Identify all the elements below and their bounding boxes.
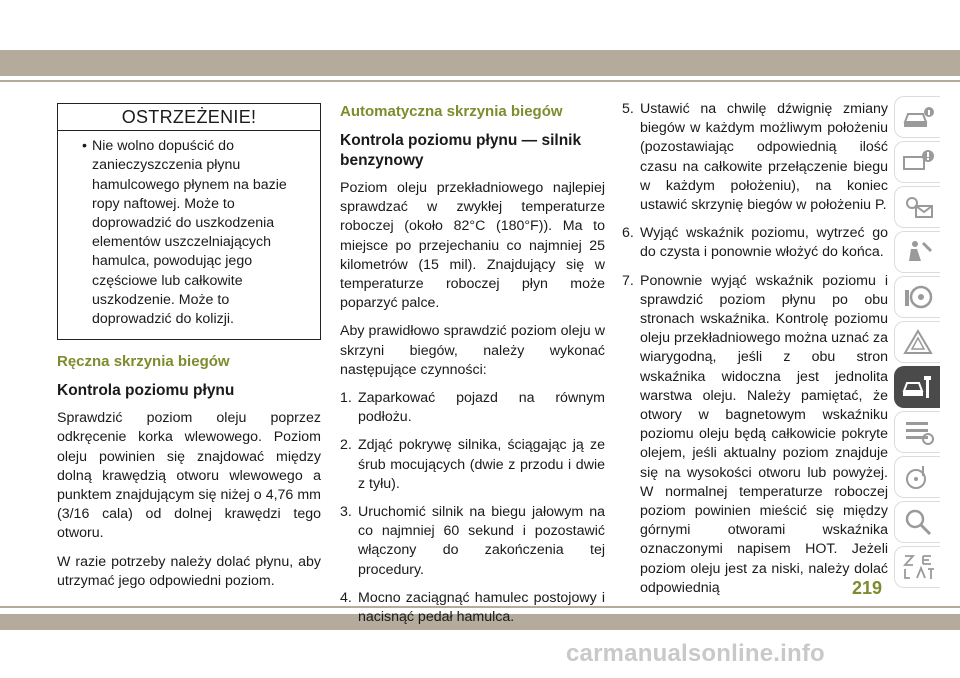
step-text: Zaparkować pojazd na równym podłożu.: [358, 390, 605, 426]
steering-wheel-icon: [901, 282, 935, 312]
tab-servicing-maintenance[interactable]: [894, 366, 940, 408]
step-1: [340, 389, 605, 427]
step-number: 1.: [340, 390, 352, 407]
step-text: Ustawić na chwilę dźwignię zmiany biegów w każdym możliwym położeniu (pozostawiając odpowiednią ilość czasu na całkowite przełączenie biegu w każdym położeniu), na koniec ustawić skrzynię biegów w położeniu P.: [640, 101, 888, 214]
tab-vehicle-info[interactable]: [894, 96, 940, 138]
step-3: [340, 503, 605, 580]
column-right: [622, 100, 888, 607]
tab-safety[interactable]: [894, 231, 940, 273]
tab-multimedia[interactable]: [894, 456, 940, 498]
warning-body: [58, 131, 320, 339]
tab-starting-operating[interactable]: [894, 276, 940, 318]
step-text: Uruchomić silnik na biegu jałowym na co najmniej 60 sekund i pozostawić włączony do zakończenia tej procedury.: [358, 504, 605, 578]
car-service-icon: [901, 372, 935, 402]
step-number: 4.: [340, 589, 352, 606]
step-4: [340, 589, 605, 627]
media-icon: [901, 462, 935, 492]
tab-lights-messages[interactable]: [894, 186, 940, 228]
bullet-dot-icon: •: [82, 138, 87, 155]
warning-lights-icon: [901, 147, 935, 177]
airbag-seat-icon: [901, 237, 935, 267]
warning-box: [57, 103, 321, 340]
step-number: 7.: [622, 272, 634, 289]
header-rule: [0, 80, 960, 82]
step-number: 6.: [622, 225, 634, 242]
step-2: [340, 436, 605, 494]
warning-title: OSTRZEŻENIE!: [58, 104, 320, 131]
tab-technical-specs[interactable]: [894, 411, 940, 453]
alphabet-index-icon: [901, 552, 935, 582]
automatic-subheading: Kontrola poziomu płynu — silnik benzynowy: [340, 132, 582, 169]
step-7: [622, 272, 888, 598]
step-number: 3.: [340, 504, 352, 521]
car-info-icon: [901, 102, 935, 132]
tab-index[interactable]: [894, 546, 940, 588]
column-middle: [340, 100, 605, 636]
watermark: carmanualsonline.info: [566, 640, 825, 667]
step-text: Zdjąć pokrywę silnika, ściągając ją ze śrub mocujących (dwie z przodu i dwie z tyłu).: [358, 437, 605, 492]
step-number: 5.: [622, 101, 634, 117]
page-number: 219: [852, 578, 883, 598]
step-number: 2.: [340, 437, 352, 454]
manual-heading: Ręczna skrzynia biegów: [57, 353, 230, 371]
automatic-paragraph-2: Aby prawidłowo sprawdzić poziom oleju w skrzyni biegów, należy wykonać następujące czynności:: [340, 323, 605, 378]
warning-bullet-text: Nie wolno dopuścić do zanieczyszczenia płynu hamulcowego płynem na bazie ropy naftowej. Może to doprowadzić do uszkodzenia elementów uszczelniających hamulca, powodując jego częściowe lub całkowite uszkodzenie. Może to doprowadzić do kolizji.: [92, 138, 287, 328]
manual-paragraph-2: W razie potrzeby należy dolać płynu, aby utrzymać jego odpowiedni poziom.: [57, 553, 321, 589]
automatic-paragraph-1: Poziom oleju przekładniowego najlepiej sprawdzać w zwykłej temperaturze roboczej (około 82°C (180°F)). Ma to miejsce po przejechaniu co najmniej 25 kilometrów (15 mil). Znajdujący się w temperaturze roboczej płyn może poparzyć palce.: [340, 180, 605, 312]
step-text: Wyjąć wskaźnik poziomu, wytrzeć go do czysta i ponownie włożyć do końca.: [640, 225, 888, 261]
column-left: [57, 100, 321, 600]
warning-bullet: [66, 137, 312, 329]
step-text: Mocno zaciągnąć hamulec postojowy i nacisnąć pedał hamulca.: [358, 589, 605, 626]
manual-paragraph-1: Sprawdzić poziom oleju poprzez odkręcenie korka wlewowego. Poziom oleju powinien się znajdować między dolną krawędzią otworu wlewowego a punktem znajdującym się niżej o 4,76 mm (3/16 cala) od dolnej krawędzi tego otworu.: [57, 410, 321, 542]
step-5: [622, 100, 888, 215]
header-band: [0, 50, 960, 76]
light-mail-icon: [901, 192, 935, 222]
search-icon: [901, 507, 935, 537]
checklist-icon: [901, 417, 935, 447]
hazard-triangle-icon: [901, 327, 935, 357]
chapter-tabs: [894, 96, 940, 591]
step-6: [622, 224, 888, 262]
tab-warning-lights[interactable]: [894, 141, 940, 183]
automatic-heading: Automatyczna skrzynia biegów: [340, 103, 563, 120]
tab-emergency[interactable]: [894, 321, 940, 363]
manual-subheading: Kontrola poziomu płynu: [57, 382, 235, 400]
tab-customer-assistance[interactable]: [894, 501, 940, 543]
step-text: Ponownie wyjąć wskaźnik poziomu i sprawdzić poziom płynu po obu stronach wskaźnika. Kontrolę poziomu oleju przekładniowego można uznać za wiarygodną, jeśli z obu stron wskaźnika widoczna jest jednolita warstwa oleju. Należy pamiętać, że otwory w bagnetowym wskaźniku poziomu oleju będą całkowicie pokryte olejem, jeśli aktualny poziom znajduje się na wysokości otworu lub powyżej. W normalnej temperaturze roboczej poziom powinien mieścić się między górnymi otworami wskaźnika oznaczonymi napisem HOT. Jeżeli poziom oleju jest za niski, należy dolać odpowiednią: [640, 272, 888, 596]
